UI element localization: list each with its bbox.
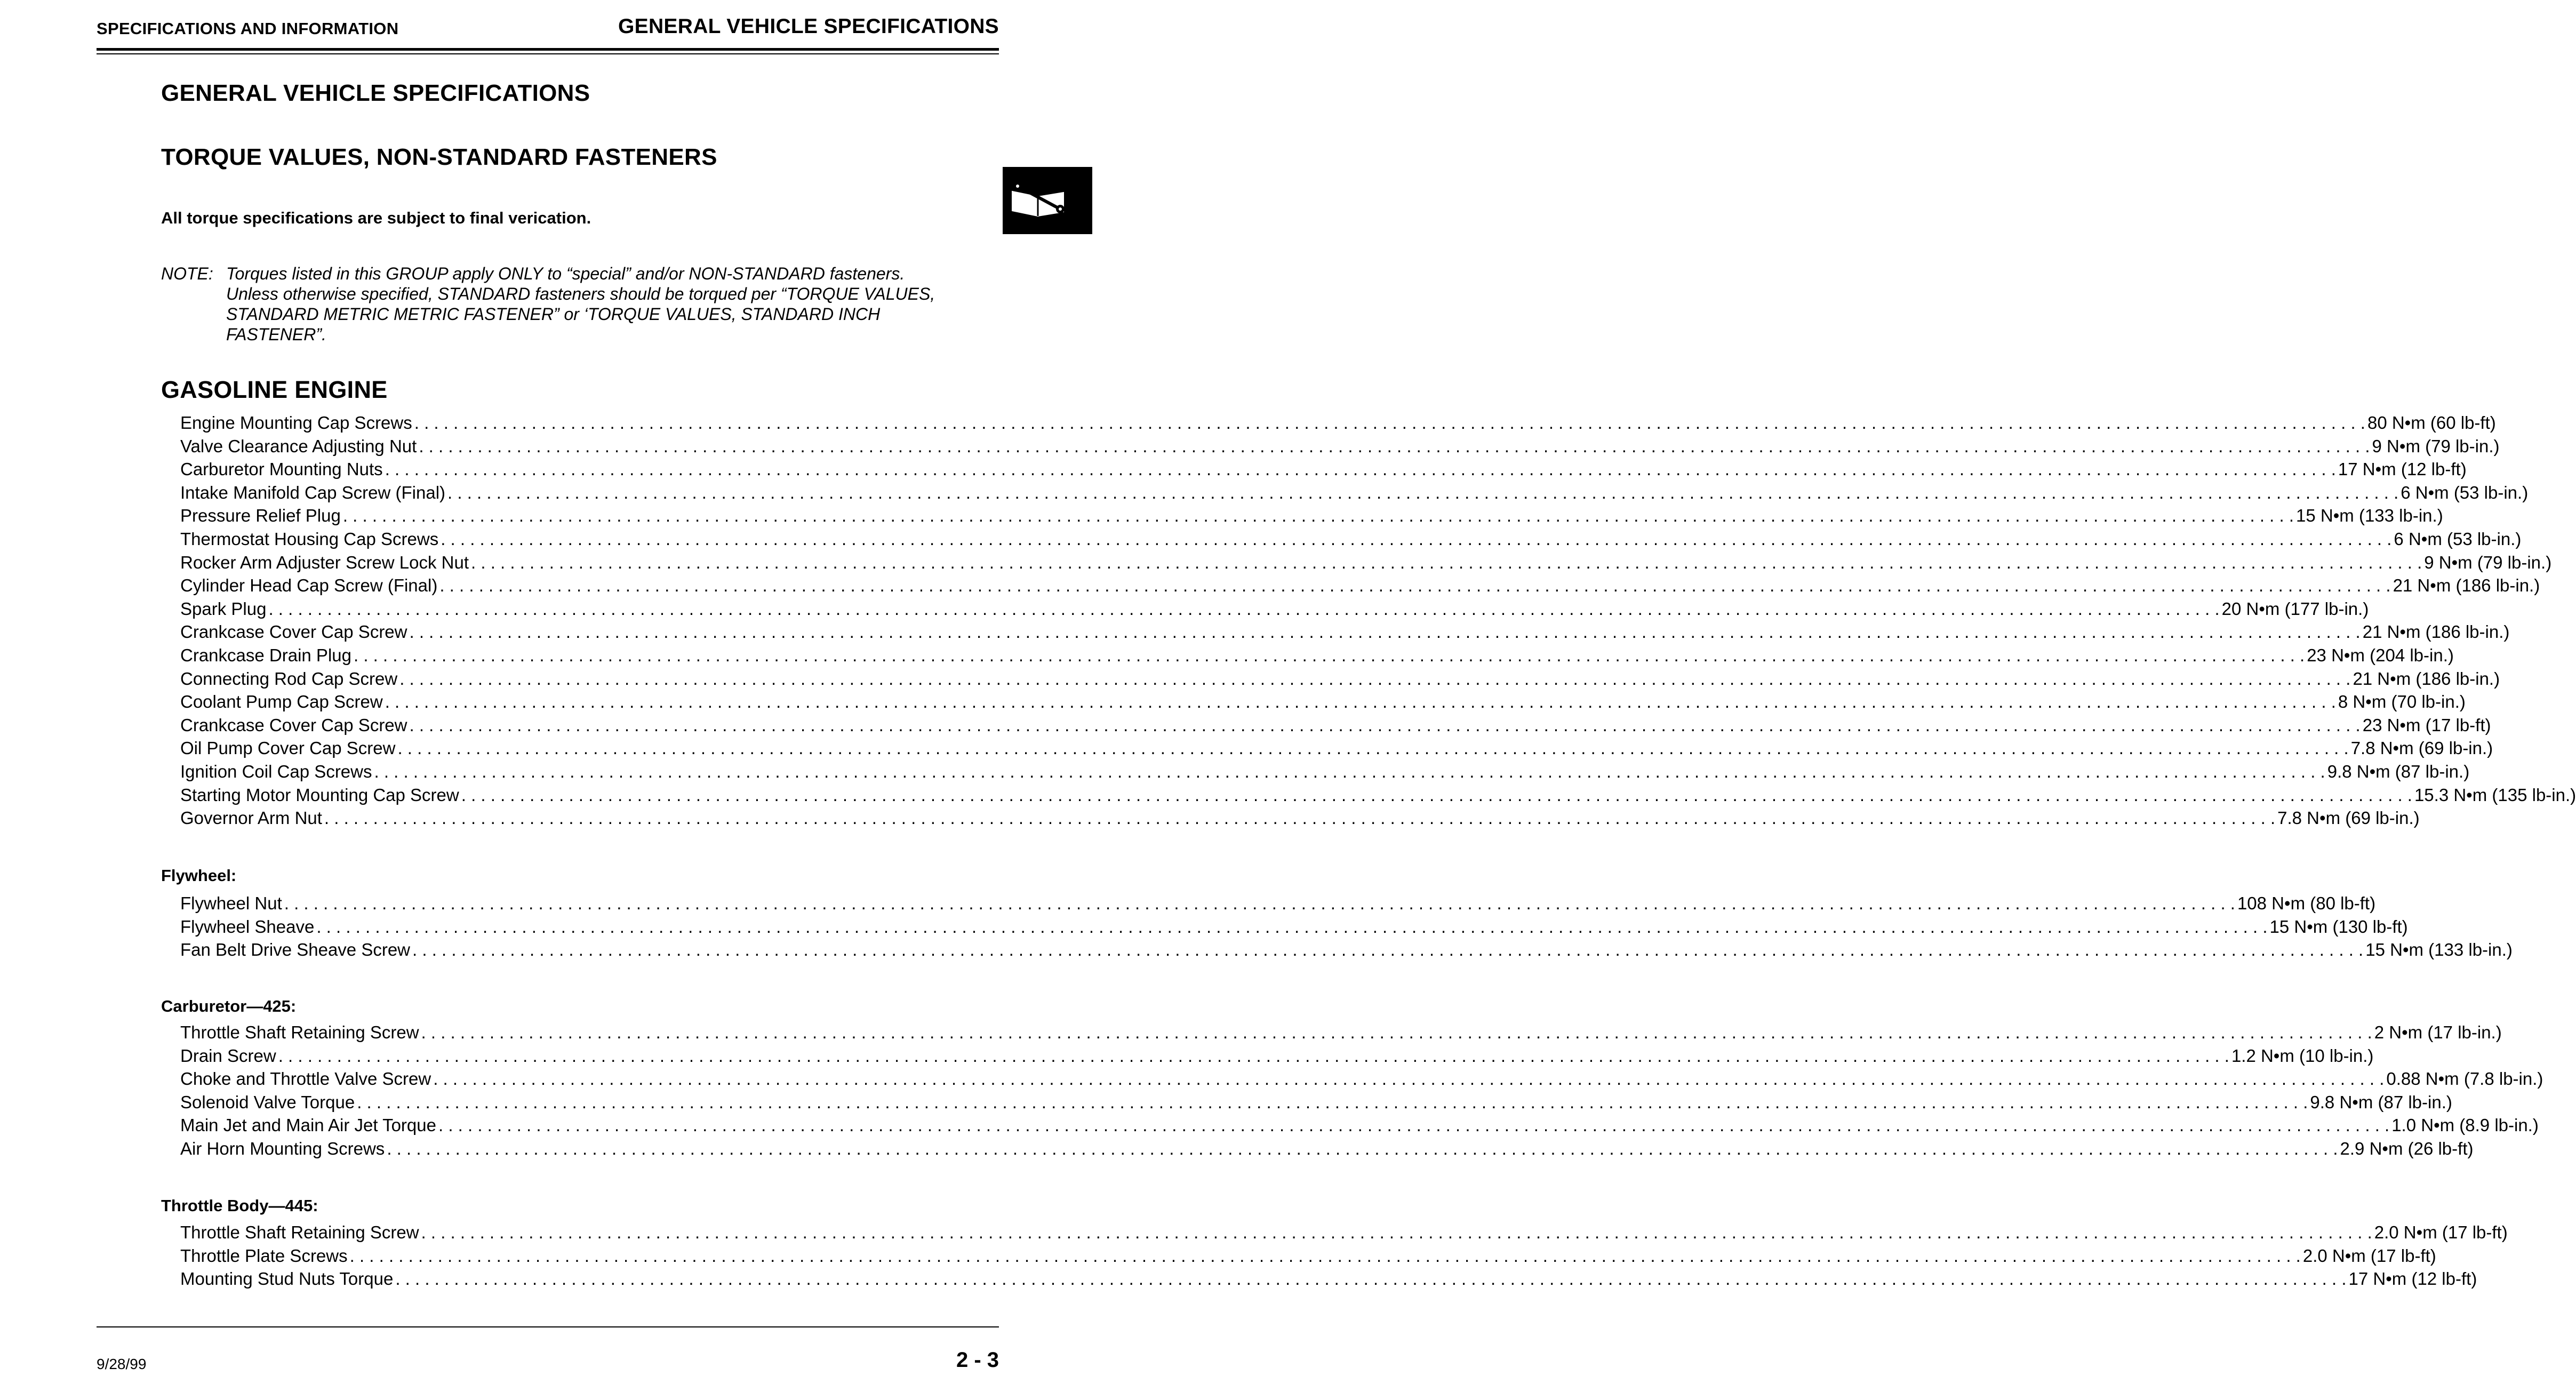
spec-row [180,785,2576,809]
spec-value: 15 N•m (133 lb-in.) [2365,940,2513,960]
spec-value: 2 N•m (17 lb-in.) [2374,1022,2502,1042]
spec-list [180,893,2513,963]
spec-name: Governor Arm Nut [180,808,322,828]
spec-value: 8 N•m (70 lb-in.) [2338,692,2466,712]
spec-name: Drain Screw [180,1045,276,1066]
leader-dots: . . . . . . . . . . . . . . . . . . . . . . . . . . . . . . . . . . . . . . . . . . . . . . . . . . . . . . . . . . . . . . . . . . . . . . . . . . . . . . . . . . . . . . . . . . . . . . . . . . . . . . . . . . . . . . . . . . . . . . . . . . . . . . . . . . . . . . . . . . . . . . . . . . . . . . . . . . . . . . . . . . . . . . . . . . . . . . . . . . . . . . . . . . . . . . . . . . . . . . . . [349,1245,2301,1266]
spec-name: Main Jet and Main Air Jet Torque [180,1115,436,1135]
spec-name: Valve Clearance Adjusting Nut [180,436,417,456]
spec-row [180,761,2470,785]
spec-name: Pressure Relief Plug [180,506,341,526]
note-label: NOTE: [161,264,213,283]
spec-value: 21 N•m (186 lb-in.) [2353,668,2500,689]
leader-dots: . . . . . . . . . . . . . . . . . . . . . . . . . . . . . . . . . . . . . . . . . . . . . . . . . . . . . . . . . . . . . . . . . . . . . . . . . . . . . . . . . . . . . . . . . . . . . . . . . . . . . . . . . . . . . . . . . . . . . . . . . . . . . . . . . . . . . . . . . . . . . . . . . . . . . . . . . . . . . . . . . . . . . . . . . . . . . . . . . . . . . . . . . . . . . . . . . . . . . . . . [397,738,2349,758]
spec-name: Spark Plug [180,598,267,619]
spec-value: 15 N•m (133 lb-in.) [2296,506,2443,526]
spec-row [180,668,2500,692]
spec-row [180,529,2522,553]
leader-dots: . . . . . . . . . . . . . . . . . . . . . . . . . . . . . . . . . . . . . . . . . . . . . . . . . . . . . . . . . . . . . . . . . . . . . . . . . . . . . . . . . . . . . . . . . . . . . . . . . . . . . . . . . . . . . . . . . . . . . . . . . . . . . . . . . . . . . . . . . . . . . . . . . . . . . . . . . . . . . . . . . . . . . . . . . . . . . . . . . . . . . . . . . . . . . . . . . . . . . . . . [447,482,2399,502]
leader-dots: . . . . . . . . . . . . . . . . . . . . . . . . . . . . . . . . . . . . . . . . . . . . . . . . . . . . . . . . . . . . . . . . . . . . . . . . . . . . . . . . . . . . . . . . . . . . . . . . . . . . . . . . . . . . . . . . . . . . . . . . . . . . . . . . . . . . . . . . . . . . . . . . . . . . . . . . . . . . . . . . . . . . . . . . . . . . . . . . . . . . . . . . . . . . . . . . . . . . . . . . [284,893,2235,913]
spec-value: 6 N•m (53 lb-in.) [2394,529,2522,549]
spec-row [180,1092,2452,1116]
spec-list [180,413,2576,831]
spec-value: 108 N•m (80 lb-ft) [2237,893,2376,913]
spec-value: 17 N•m (12 lb-ft) [2348,1269,2477,1289]
leader-dots: . . . . . . . . . . . . . . . . . . . . . . . . . . . . . . . . . . . . . . . . . . . . . . . . . . . . . . . . . . . . . . . . . . . . . . . . . . . . . . . . . . . . . . . . . . . . . . . . . . . . . . . . . . . . . . . . . . . . . . . . . . . . . . . . . . . . . . . . . . . . . . . . . . . . . . . . . . . . . . . . . . . . . . . . . . . . . . . . . . . . . . . . . . . . . . . . . . . . . . . . [421,1222,2372,1242]
header-rule-thick [97,48,999,51]
spec-row [180,552,2552,576]
spec-value: 23 N•m (17 lb-ft) [2362,715,2491,735]
spec-list [180,1022,2543,1162]
spec-name: Ignition Coil Cap Screws [180,761,372,781]
spec-row [180,436,2500,460]
spec-value: 21 N•m (186 lb-in.) [2362,622,2510,642]
spec-name: Solenoid Valve Torque [180,1092,355,1112]
footer-date: 9/28/99 [97,1356,147,1372]
leader-dots: . . . . . . . . . . . . . . . . . . . . . . . . . . . . . . . . . . . . . . . . . . . . . . . . . . . . . . . . . . . . . . . . . . . . . . . . . . . . . . . . . . . . . . . . . . . . . . . . . . . . . . . . . . . . . . . . . . . . . . . . . . . . . . . . . . . . . . . . . . . . . . . . . . . . . . . . . . . . . . . . . . . . . . . . . . . . . . . . . . . . . . . . . . . . . . . . . . . . . . . . [385,459,2336,479]
leader-dots: . . . . . . . . . . . . . . . . . . . . . . . . . . . . . . . . . . . . . . . . . . . . . . . . . . . . . . . . . . . . . . . . . . . . . . . . . . . . . . . . . . . . . . . . . . . . . . . . . . . . . . . . . . . . . . . . . . . . . . . . . . . . . . . . . . . . . . . . . . . . . . . . . . . . . . . . . . . . . . . . . . . . . . . . . . . . . . . . . . . . . . . . . . . . . . . . . . . . . . . . [471,552,2422,572]
spec-value: 2.0 N•m (17 lb-ft) [2302,1245,2436,1266]
spec-name: Engine Mounting Cap Screws [180,413,412,433]
spec-value: 2.0 N•m (17 lb-ft) [2374,1222,2508,1242]
note-line: Torques listed in this GROUP apply ONLY to “special” and/or NON-STANDARD fasteners. [226,264,905,283]
spec-value: 23 N•m (204 lb-in.) [2307,645,2454,665]
spec-value: 7.8 N•m (69 lb-in.) [2277,808,2420,828]
spec-row [180,738,2493,762]
spec-name: Intake Manifold Cap Screw (Final) [180,482,446,502]
leader-dots: . . . . . . . . . . . . . . . . . . . . . . . . . . . . . . . . . . . . . . . . . . . . . . . . . . . . . . . . . . . . . . . . . . . . . . . . . . . . . . . . . . . . . . . . . . . . . . . . . . . . . . . . . . . . . . . . . . . . . . . . . . . . . . . . . . . . . . . . . . . . . . . . . . . . . . . . . . . . . . . . . . . . . . . . . . . . . . . . . . . . . . . . . . . . . . . . . . . . . . . . [419,436,2370,456]
leader-dots: . . . . . . . . . . . . . . . . . . . . . . . . . . . . . . . . . . . . . . . . . . . . . . . . . . . . . . . . . . . . . . . . . . . . . . . . . . . . . . . . . . . . . . . . . . . . . . . . . . . . . . . . . . . . . . . . . . . . . . . . . . . . . . . . . . . . . . . . . . . . . . . . . . . . . . . . . . . . . . . . . . . . . . . . . . . . . . . . . . . . . . . . . . . . . . . . . . . . . . . . [385,692,2336,712]
spec-name: Choke and Throttle Valve Screw [180,1069,431,1089]
spec-value: 6 N•m (53 lb-in.) [2401,482,2529,502]
spec-value: 15 N•m (130 lb-ft) [2269,916,2408,937]
spec-row [180,1138,2474,1162]
spec-row [180,506,2443,529]
spec-row [180,1045,2374,1069]
spec-row [180,1022,2502,1046]
spec-row [180,598,2369,622]
group-title: Carburetor—425: [161,997,297,1015]
page-title: GENERAL VEHICLE SPECIFICATIONS [161,80,590,106]
note-line: FASTENER”. [226,325,326,344]
spec-value: 15.3 N•m (135 lb-in.) [2414,785,2576,805]
leader-dots: . . . . . . . . . . . . . . . . . . . . . . . . . . . . . . . . . . . . . . . . . . . . . . . . . . . . . . . . . . . . . . . . . . . . . . . . . . . . . . . . . . . . . . . . . . . . . . . . . . . . . . . . . . . . . . . . . . . . . . . . . . . . . . . . . . . . . . . . . . . . . . . . . . . . . . . . . . . . . . . . . . . . . . . . . . . . . . . . . . . . . . . . . . . . . . . . . . . . . . . . [409,715,2361,735]
spec-name: Fan Belt Drive Sheave Screw [180,940,411,960]
spec-value: 21 N•m (186 lb-in.) [2393,575,2540,596]
spec-name: Connecting Rod Cap Screw [180,668,398,689]
leader-dots: . . . . . . . . . . . . . . . . . . . . . . . . . . . . . . . . . . . . . . . . . . . . . . . . . . . . . . . . . . . . . . . . . . . . . . . . . . . . . . . . . . . . . . . . . . . . . . . . . . . . . . . . . . . . . . . . . . . . . . . . . . . . . . . . . . . . . . . . . . . . . . . . . . . . . . . . . . . . . . . . . . . . . . . . . . . . . . . . . . . . . . . . . . . . . . . . . . . . . . . . [395,1269,2347,1289]
spec-name: Mounting Stud Nuts Torque [180,1269,394,1289]
spec-row [180,622,2510,645]
leader-dots: . . . . . . . . . . . . . . . . . . . . . . . . . . . . . . . . . . . . . . . . . . . . . . . . . . . . . . . . . . . . . . . . . . . . . . . . . . . . . . . . . . . . . . . . . . . . . . . . . . . . . . . . . . . . . . . . . . . . . . . . . . . . . . . . . . . . . . . . . . . . . . . . . . . . . . . . . . . . . . . . . . . . . . . . . . . . . . . . . . . . . . . . . . . . . . . . . . . . . . . . [433,1069,2385,1089]
spec-row [180,1069,2543,1092]
spec-row [180,1115,2539,1139]
spec-value: 7.8 N•m (69 lb-in.) [2350,738,2493,758]
group-title: Flywheel: [161,866,237,885]
leader-dots: . . . . . . . . . . . . . . . . . . . . . . . . . . . . . . . . . . . . . . . . . . . . . . . . . . . . . . . . . . . . . . . . . . . . . . . . . . . . . . . . . . . . . . . . . . . . . . . . . . . . . . . . . . . . . . . . . . . . . . . . . . . . . . . . . . . . . . . . . . . . . . . . . . . . . . . . . . . . . . . . . . . . . . . . . . . . . . . . . . . . . . . . . . . . . . . . . . . . . . . . [357,1092,2308,1112]
running-header-right: GENERAL VEHICLE SPECIFICATIONS [618,15,999,38]
leader-dots: . . . . . . . . . . . . . . . . . . . . . . . . . . . . . . . . . . . . . . . . . . . . . . . . . . . . . . . . . . . . . . . . . . . . . . . . . . . . . . . . . . . . . . . . . . . . . . . . . . . . . . . . . . . . . . . . . . . . . . . . . . . . . . . . . . . . . . . . . . . . . . . . . . . . . . . . . . . . . . . . . . . . . . . . . . . . . . . . . . . . . . . . . . . . . . . . . . . . . . . . [438,1115,2390,1135]
footer-rule [97,1326,999,1327]
leader-dots: . . . . . . . . . . . . . . . . . . . . . . . . . . . . . . . . . . . . . . . . . . . . . . . . . . . . . . . . . . . . . . . . . . . . . . . . . . . . . . . . . . . . . . . . . . . . . . . . . . . . . . . . . . . . . . . . . . . . . . . . . . . . . . . . . . . . . . . . . . . . . . . . . . . . . . . . . . . . . . . . . . . . . . . . . . . . . . . . . . . . . . . . . . . . . . . . . . . . . . . . [421,1022,2372,1042]
spec-name: Flywheel Sheave [180,916,315,937]
spec-value: 2.9 N•m (26 lb-ft) [2340,1138,2474,1158]
spec-row [180,1245,2436,1269]
leader-dots: . . . . . . . . . . . . . . . . . . . . . . . . . . . . . . . . . . . . . . . . . . . . . . . . . . . . . . . . . . . . . . . . . . . . . . . . . . . . . . . . . . . . . . . . . . . . . . . . . . . . . . . . . . . . . . . . . . . . . . . . . . . . . . . . . . . . . . . . . . . . . . . . . . . . . . . . . . . . . . . . . . . . . . . . . . . . . . . . . . . . . . . . . . . . . . . . . . . . . . . . [414,413,2365,433]
spec-name: Throttle Shaft Retaining Screw [180,1222,419,1242]
spec-value: 9 N•m (79 lb-in.) [2372,436,2500,456]
verification-statement: All torque specifications are subject to final verication. [161,209,591,227]
leader-dots: . . . . . . . . . . . . . . . . . . . . . . . . . . . . . . . . . . . . . . . . . . . . . . . . . . . . . . . . . . . . . . . . . . . . . . . . . . . . . . . . . . . . . . . . . . . . . . . . . . . . . . . . . . . . . . . . . . . . . . . . . . . . . . . . . . . . . . . . . . . . . . . . . . . . . . . . . . . . . . . . . . . . . . . . . . . . . . . . . . . . . . . . . . . . . . . . . . . . . . . . [268,598,2220,619]
spec-value: 1.0 N•m (8.9 lb-in.) [2391,1115,2539,1135]
leader-dots: . . . . . . . . . . . . . . . . . . . . . . . . . . . . . . . . . . . . . . . . . . . . . . . . . . . . . . . . . . . . . . . . . . . . . . . . . . . . . . . . . . . . . . . . . . . . . . . . . . . . . . . . . . . . . . . . . . . . . . . . . . . . . . . . . . . . . . . . . . . . . . . . . . . . . . . . . . . . . . . . . . . . . . . . . . . . . . . . . . . . . . . . . . . . . . . . . . . . . . . . [374,761,2325,781]
spec-row [180,692,2466,715]
note-line: STANDARD METRIC METRIC FASTENER” or ‘TORQUE VALUES, STANDARD INCH [226,305,881,324]
spec-row [180,1222,2508,1246]
leader-dots: . . . . . . . . . . . . . . . . . . . . . . . . . . . . . . . . . . . . . . . . . . . . . . . . . . . . . . . . . . . . . . . . . . . . . . . . . . . . . . . . . . . . . . . . . . . . . . . . . . . . . . . . . . . . . . . . . . . . . . . . . . . . . . . . . . . . . . . . . . . . . . . . . . . . . . . . . . . . . . . . . . . . . . . . . . . . . . . . . . . . . . . . . . . . . . . . . . . . . . . . [316,916,2268,937]
spec-name: Air Horn Mounting Screws [180,1138,385,1158]
book-wrench-icon [1008,181,1072,221]
spec-row [180,459,2467,483]
spec-name: Flywheel Nut [180,893,282,913]
section-title-gasoline-engine: GASOLINE ENGINE [161,376,388,403]
leader-dots: . . . . . . . . . . . . . . . . . . . . . . . . . . . . . . . . . . . . . . . . . . . . . . . . . . . . . . . . . . . . . . . . . . . . . . . . . . . . . . . . . . . . . . . . . . . . . . . . . . . . . . . . . . . . . . . . . . . . . . . . . . . . . . . . . . . . . . . . . . . . . . . . . . . . . . . . . . . . . . . . . . . . . . . . . . . . . . . . . . . . . . . . . . . . . . . . . . . . . . . . [353,645,2305,665]
note-text [226,263,999,345]
spec-name: Coolant Pump Cap Screw [180,692,383,712]
header-rule-thin [97,53,999,54]
group-title: Throttle Body—445: [161,1196,318,1215]
spec-name: Cylinder Head Cap Screw (Final) [180,575,438,596]
leader-dots: . . . . . . . . . . . . . . . . . . . . . . . . . . . . . . . . . . . . . . . . . . . . . . . . . . . . . . . . . . . . . . . . . . . . . . . . . . . . . . . . . . . . . . . . . . . . . . . . . . . . . . . . . . . . . . . . . . . . . . . . . . . . . . . . . . . . . . . . . . . . . . . . . . . . . . . . . . . . . . . . . . . . . . . . . . . . . . . . . . . . . . . . . . . . . . . . . . . . . . . . [324,808,2276,828]
note-line: Unless otherwise specified, STANDARD fasteners should be torqued per “TORQUE VALUES, [226,284,935,303]
spec-value: 80 N•m (60 lb-ft) [2367,413,2496,433]
spec-row [180,808,2420,831]
page-subtitle: TORQUE VALUES, NON-STANDARD FASTENERS [161,144,717,170]
leader-dots: . . . . . . . . . . . . . . . . . . . . . . . . . . . . . . . . . . . . . . . . . . . . . . . . . . . . . . . . . . . . . . . . . . . . . . . . . . . . . . . . . . . . . . . . . . . . . . . . . . . . . . . . . . . . . . . . . . . . . . . . . . . . . . . . . . . . . . . . . . . . . . . . . . . . . . . . . . . . . . . . . . . . . . . . . . . . . . . . . . . . . . . . . . . . . . . . . . . . . . . . [399,668,2351,689]
spec-name: Crankcase Cover Cap Screw [180,715,407,735]
spec-value: 17 N•m (12 lb-ft) [2338,459,2467,479]
spec-value: 9.8 N•m (87 lb-in.) [2310,1092,2452,1112]
spec-value: 9.8 N•m (87 lb-in.) [2327,761,2470,781]
spec-value: 0.88 N•m (7.8 lb-in.) [2386,1069,2543,1089]
spec-row [180,575,2540,599]
spec-name: Thermostat Housing Cap Screws [180,529,439,549]
spec-name: Carburetor Mounting Nuts [180,459,383,479]
spec-name: Crankcase Cover Cap Screw [180,622,407,642]
spec-row [180,645,2454,669]
leader-dots: . . . . . . . . . . . . . . . . . . . . . . . . . . . . . . . . . . . . . . . . . . . . . . . . . . . . . . . . . . . . . . . . . . . . . . . . . . . . . . . . . . . . . . . . . . . . . . . . . . . . . . . . . . . . . . . . . . . . . . . . . . . . . . . . . . . . . . . . . . . . . . . . . . . . . . . . . . . . . . . . . . . . . . . . . . . . . . . . . . . . . . . . . . . . . . . . . . . . . . . . [387,1138,2338,1158]
spec-name: Oil Pump Cover Cap Screw [180,738,396,758]
spec-name: Rocker Arm Adjuster Screw Lock Nut [180,552,469,572]
spec-value: 1.2 N•m (10 lb-in.) [2231,1045,2374,1066]
spec-row [180,715,2491,739]
leader-dots: . . . . . . . . . . . . . . . . . . . . . . . . . . . . . . . . . . . . . . . . . . . . . . . . . . . . . . . . . . . . . . . . . . . . . . . . . . . . . . . . . . . . . . . . . . . . . . . . . . . . . . . . . . . . . . . . . . . . . . . . . . . . . . . . . . . . . . . . . . . . . . . . . . . . . . . . . . . . . . . . . . . . . . . . . . . . . . . . . . . . . . . . . . . . . . . . . . . . . . . . [412,940,2364,960]
leader-dots: . . . . . . . . . . . . . . . . . . . . . . . . . . . . . . . . . . . . . . . . . . . . . . . . . . . . . . . . . . . . . . . . . . . . . . . . . . . . . . . . . . . . . . . . . . . . . . . . . . . . . . . . . . . . . . . . . . . . . . . . . . . . . . . . . . . . . . . . . . . . . . . . . . . . . . . . . . . . . . . . . . . . . . . . . . . . . . . . . . . . . . . . . . . . . . . . . . . . . . . . [461,785,2412,805]
spec-name: Throttle Shaft Retaining Screw [180,1022,419,1042]
running-header-left: SPECIFICATIONS AND INFORMATION [97,19,399,38]
section-tab [1003,167,1092,234]
leader-dots: . . . . . . . . . . . . . . . . . . . . . . . . . . . . . . . . . . . . . . . . . . . . . . . . . . . . . . . . . . . . . . . . . . . . . . . . . . . . . . . . . . . . . . . . . . . . . . . . . . . . . . . . . . . . . . . . . . . . . . . . . . . . . . . . . . . . . . . . . . . . . . . . . . . . . . . . . . . . . . . . . . . . . . . . . . . . . . . . . . . . . . . . . . . . . . . . . . . . . . . . [342,506,2294,526]
spec-row [180,916,2408,940]
spec-row [180,1269,2477,1292]
spec-value: 20 N•m (177 lb-in.) [2221,598,2369,619]
leader-dots: . . . . . . . . . . . . . . . . . . . . . . . . . . . . . . . . . . . . . . . . . . . . . . . . . . . . . . . . . . . . . . . . . . . . . . . . . . . . . . . . . . . . . . . . . . . . . . . . . . . . . . . . . . . . . . . . . . . . . . . . . . . . . . . . . . . . . . . . . . . . . . . . . . . . . . . . . . . . . . . . . . . . . . . . . . . . . . . . . . . . . . . . . . . . . . . . . . . . . . . . [409,622,2361,642]
spec-row [180,940,2513,963]
spec-name: Throttle Plate Screws [180,1245,348,1266]
spec-row [180,482,2529,506]
leader-dots: . . . . . . . . . . . . . . . . . . . . . . . . . . . . . . . . . . . . . . . . . . . . . . . . . . . . . . . . . . . . . . . . . . . . . . . . . . . . . . . . . . . . . . . . . . . . . . . . . . . . . . . . . . . . . . . . . . . . . . . . . . . . . . . . . . . . . . . . . . . . . . . . . . . . . . . . . . . . . . . . . . . . . . . . . . . . . . . . . . . . . . . . . . . . . . . . . . . . . . . . [441,529,2392,549]
leader-dots: . . . . . . . . . . . . . . . . . . . . . . . . . . . . . . . . . . . . . . . . . . . . . . . . . . . . . . . . . . . . . . . . . . . . . . . . . . . . . . . . . . . . . . . . . . . . . . . . . . . . . . . . . . . . . . . . . . . . . . . . . . . . . . . . . . . . . . . . . . . . . . . . . . . . . . . . . . . . . . . . . . . . . . . . . . . . . . . . . . . . . . . . . . . . . . . . . . . . . . . . [278,1045,2229,1066]
spec-name: Crankcase Drain Plug [180,645,351,665]
spec-list [180,1222,2508,1292]
page-number: 2 - 3 [956,1348,999,1372]
leader-dots: . . . . . . . . . . . . . . . . . . . . . . . . . . . . . . . . . . . . . . . . . . . . . . . . . . . . . . . . . . . . . . . . . . . . . . . . . . . . . . . . . . . . . . . . . . . . . . . . . . . . . . . . . . . . . . . . . . . . . . . . . . . . . . . . . . . . . . . . . . . . . . . . . . . . . . . . . . . . . . . . . . . . . . . . . . . . . . . . . . . . . . . . . . . . . . . . . . . . . . . . [439,575,2391,596]
spec-name: Starting Motor Mounting Cap Screw [180,785,459,805]
spec-row [180,893,2376,917]
spec-value: 9 N•m (79 lb-in.) [2424,552,2552,572]
spec-row [180,413,2496,436]
